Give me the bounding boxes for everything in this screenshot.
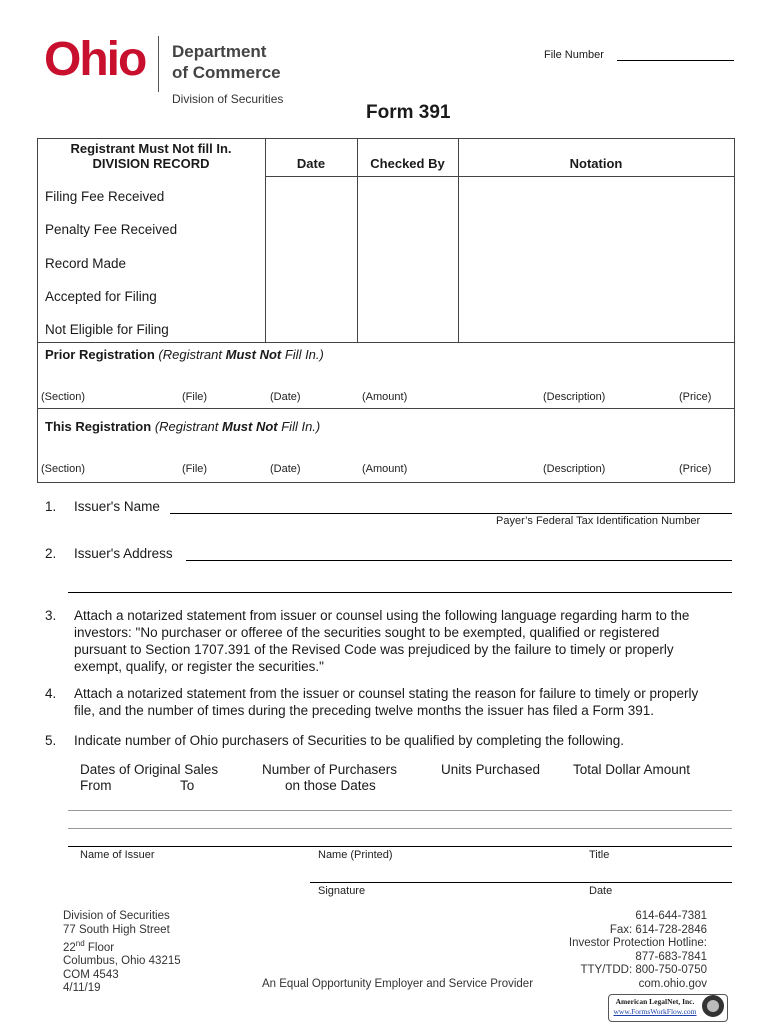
- equal-opportunity: An Equal Opportunity Employer and Service Provider: [262, 978, 534, 990]
- item1-label: Issuer's Name: [74, 499, 160, 514]
- floor-suffix: nd: [75, 939, 85, 948]
- this-description: (Description): [543, 463, 606, 475]
- item4-line: file, and the number of times during the preceding twelve months the issuer has filed a Form 391.: [74, 703, 655, 718]
- division-record-note: Registrant Must Not fill In.: [70, 141, 232, 156]
- footer-address-line: Columbus, Ohio 43215: [63, 955, 181, 968]
- contact-phone: 614-644-7381: [635, 910, 707, 922]
- prior-section: (Section): [41, 391, 86, 403]
- division-name: Division of Securities: [172, 92, 284, 106]
- prior-date: (Date): [270, 391, 301, 403]
- floor-number: 22: [63, 941, 76, 954]
- logo-divider: [158, 36, 159, 92]
- col-number-purchasers: Number of Purchasers: [262, 762, 398, 777]
- department-line1: Department: [172, 42, 267, 61]
- item3-line: investors: "No purchaser or offeree of the securities sought to be exempted, qualified or registered: [74, 625, 660, 640]
- name-printed-label: Name (Printed): [318, 849, 393, 861]
- file-number-label: File Number: [544, 49, 604, 61]
- row-not-eligible: Not Eligible for Filing: [45, 322, 169, 337]
- date-label: Date: [589, 885, 613, 897]
- row-filing-fee: Filing Fee Received: [45, 189, 165, 204]
- legalnet-company: American LegalNet, Inc.: [615, 997, 695, 1006]
- item3-line: pursuant to Section 1707.391 of the Revised Code was prejudiced by the failure to timely or properly: [74, 642, 674, 657]
- footer-contact: [520, 910, 707, 991]
- item5-text: Indicate number of Ohio purchasers of Securities to be qualified by completing the following.: [74, 733, 625, 748]
- item2-label: Issuer's Address: [74, 546, 173, 561]
- contact-tty: TTY/TDD: 800-750-0750: [580, 964, 707, 976]
- item5-number: 5.: [45, 733, 57, 748]
- legalnet-text: [612, 997, 698, 1017]
- prior-registration-note-pre: (Registrant: [158, 347, 226, 362]
- legalnet-url[interactable]: www.FormsWorkFlow.com: [613, 1007, 697, 1016]
- footer-address-line: 4/11/19: [63, 982, 101, 995]
- purchasers-row-field[interactable]: [68, 810, 732, 811]
- footer-address: [63, 910, 181, 996]
- prior-amount: (Amount): [362, 391, 408, 403]
- footer-address-line: COM 4543: [63, 968, 119, 981]
- this-date: (Date): [270, 463, 301, 475]
- signature-line-2[interactable]: [310, 882, 732, 883]
- contact-fax: Fax: 614-728-2846: [609, 923, 707, 936]
- ohio-logo: Ohio: [44, 33, 146, 86]
- row-penalty-fee: Penalty Fee Received: [45, 222, 178, 237]
- col-total-dollar: Total Dollar Amount: [573, 762, 691, 777]
- col-units-purchased: Units Purchased: [441, 762, 541, 777]
- col-to: To: [180, 778, 195, 793]
- issuer-name-field[interactable]: [170, 513, 732, 514]
- this-registration-heading: [45, 419, 320, 434]
- this-registration-note-bold: Must Not: [222, 419, 278, 434]
- col-notation: Notation: [569, 156, 623, 171]
- name-of-issuer-label: Name of Issuer: [80, 849, 155, 861]
- row-accepted: Accepted for Filing: [45, 289, 157, 304]
- prior-registration-heading: [45, 347, 324, 362]
- prior-price: (Price): [679, 391, 712, 403]
- col-checked-by: Checked By: [370, 156, 445, 171]
- col-date: Date: [296, 156, 326, 171]
- division-record-header: [40, 141, 262, 171]
- table-divider: [37, 342, 734, 343]
- footer-address-line: Division of Securities: [63, 910, 170, 922]
- signature-line-1[interactable]: [68, 846, 732, 847]
- item3-line: exempt, qualify, or register the securities.": [74, 659, 324, 674]
- col-dates-of-sales: Dates of Original Sales: [80, 762, 219, 777]
- item1-number: 1.: [45, 499, 57, 514]
- purchasers-row-field[interactable]: [68, 828, 732, 829]
- col-on-those-dates: on those Dates: [285, 778, 376, 793]
- col-from: From: [80, 778, 112, 793]
- item3-text: [74, 607, 732, 675]
- this-section: (Section): [41, 463, 86, 475]
- this-file: (File): [182, 463, 208, 475]
- title-label: Title: [589, 849, 610, 861]
- item4-line: Attach a notarized statement from the issuer or counsel stating the reason for failure to timely or properly: [74, 686, 699, 701]
- table-divider: [265, 176, 734, 177]
- legalnet-emblem-inner: [707, 1000, 719, 1012]
- department-name: [172, 41, 281, 83]
- item4-text: [74, 685, 732, 719]
- division-record-title: DIVISION RECORD: [92, 156, 210, 171]
- file-number-field[interactable]: [617, 60, 734, 61]
- prior-description: (Description): [543, 391, 606, 403]
- item4-number: 4.: [45, 686, 57, 701]
- this-registration-note-post: Fill In.): [277, 419, 321, 434]
- contact-website[interactable]: com.ohio.gov: [638, 977, 707, 990]
- prior-registration-note-post: Fill In.): [281, 347, 324, 362]
- contact-hotline-label: Investor Protection Hotline:: [568, 937, 707, 949]
- issuer-address-field-1[interactable]: [186, 560, 732, 561]
- this-registration-note-pre: (Registrant: [154, 419, 223, 434]
- this-registration-title: This Registration: [45, 419, 152, 434]
- floor-word: Floor: [84, 941, 115, 954]
- item3-line: Attach a notarized statement from issuer or counsel using the following language regarding harm to the: [74, 608, 690, 623]
- this-price: (Price): [679, 463, 712, 475]
- prior-file: (File): [182, 391, 208, 403]
- prior-registration-note-bold: Must Not: [225, 347, 282, 362]
- footer-floor: [63, 937, 181, 955]
- prior-registration-title: Prior Registration: [45, 347, 155, 362]
- table-divider: [37, 408, 734, 409]
- department-line2: of Commerce: [172, 63, 281, 82]
- item2-number: 2.: [45, 546, 57, 561]
- row-record-made: Record Made: [45, 256, 127, 271]
- issuer-address-field-2[interactable]: [68, 592, 732, 593]
- footer-address-line: 77 South High Street: [63, 923, 170, 936]
- form-title: Form 391: [366, 102, 451, 123]
- contact-hotline: 877-683-7841: [635, 950, 707, 963]
- signature-label: Signature: [318, 885, 366, 897]
- tax-id-label: Payer’s Federal Tax Identification Number: [496, 515, 701, 527]
- item3-number: 3.: [45, 608, 57, 623]
- this-amount: (Amount): [362, 463, 408, 475]
